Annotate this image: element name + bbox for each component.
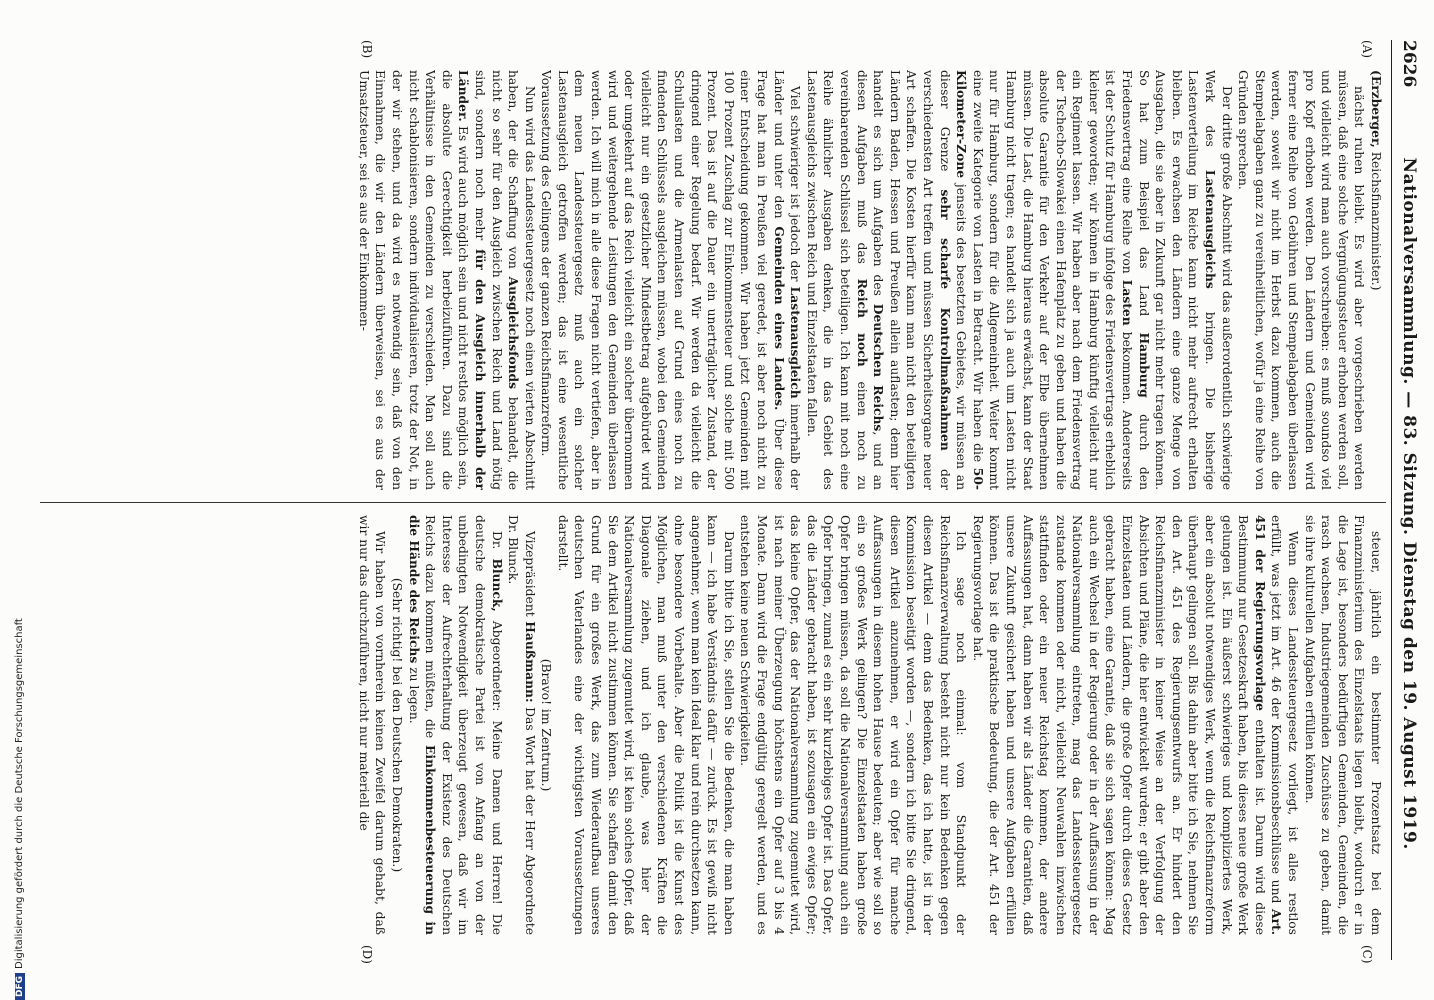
right-column-paragraph: Ich sage noch einmal: vom Standpunkt der Reichsfinanzverwaltung besteht nicht nur kein Bedenken gegen diesen Artikel — denn das Bedenken, das ich hatte, ist in der Kommission beseitigt worden —, sondern ich bitte Sie dringend, diesen Artikel anzunehmen, er wird ein Opfer für manche Auffassungen in diesem hohen Hause bedeuten; aber wie soll so ein so großes Werk gelingen? Die Einzelstaaten haben große Opfer bringen müssen, da soll die Nationalversammlung auch ein Opfer bringen, zumal es ein sehr kurzlebiges Opfer ist. Das Opfer, das die Länder gebracht haben, ist sozusagen ein ewiges Opfer; das kleine Opfer, das der Nationalversammlung zugemutet wird, ist nach meiner Überzeugung höchstens ein Opfer auf 3 bis 4 Monate. Dann wird die Frage endgültig geregelt werden, und es entstehen keine neuen Schwierigkeiten. xyxy=(738,515,969,935)
credit-strip xyxy=(0,0,25,1000)
right-column-paragraph: (Sehr richtig! bei den Deutschen Demokraten.) xyxy=(389,577,404,873)
column-divider xyxy=(40,502,1386,503)
dfg-logo: DFG xyxy=(15,973,25,1000)
right-column-paragraph: steuer, jährlich ein bestimmter Prozentsatz bei dem Finanzministerium des Einzelstaats liegen bleibt, wodurch er in die Lage ist, besonders bedürftigen Gemeinden, Gemeinden, die rasch wachsen, Industriegemeinden Zuschüsse zu geben, damit sie ihre kulturellen Aufgaben erfüllen können. xyxy=(1302,515,1383,935)
digitization-credit: Digitalisierung gefördert durch die Deutsche Forschungsgemeinschaft xyxy=(14,618,25,969)
page-title: Nationalversammlung. — 83. Sitzung. Dienstag den 19. August 1919. xyxy=(1399,157,1419,850)
margin-marker-c: (C) xyxy=(1360,945,1374,964)
page-number: 2626 xyxy=(1399,40,1419,88)
right-column-paragraph: (Bravo! im Zentrum.) xyxy=(539,658,554,792)
left-column-paragraph: nächst ruhen bleibt. Es wird aber vorgeschrieben werden müssen, daß eine solche Vergnügungssteuer erhoben werden soll, und vielleicht wird man auch vorschreiben: es muß soundso viel pro Kopf erhoben werden. Den Ländern und Gemeinden wird ferner eine Reihe von Gebühren und Stempelabgaben überlassen werden, soweit wir nicht im Herbst dazu kommen, auch die Stempelabgaben ganz zu vereinheitlichen, wofür ja eine Reihe von Gründen sprechen. xyxy=(1236,70,1367,490)
margin-marker-a: (A) xyxy=(1360,40,1374,59)
left-text-column xyxy=(40,70,1384,490)
left-column-paragraph: Der dritte große Abschnitt wird das außerordentlich schwierige Werk des Lastenausgleichs bringen. Die bisherige Lastenverteilung im Reiche kann nicht mehr aufrecht erhalten bleiben. Es erwachsen den Ländern eine ganze Menge von Ausgaben, die sie aber in Zukunft gar nicht mehr tragen können. So hat zum Beispiel das Land Hamburg durch den Friedensvertrag eine Reihe von Lasten bekommen. Andererseits ist der Schutz für Hamburg infolge des Friedensvertrags erheblich kleiner geworden; wir können in Hamburg künftig vielleicht nur ein Regiment lassen. Wir haben aber nach dem Friedensvertrag der Tschecho-Slowakei einen Hafenplatz zu geben und haben die absolute Garantie für den Verkehr auf der Elbe übernehmen müssen. Die Last, die Hamburg hieraus erwächst, kann der Staat Hamburg nicht tragen; es handelt sich ja auch um Lasten nicht nur für Hamburg, sondern für die Allgemeinheit. Weiter kommt eine zweite Kategorie von Lasten in Betracht. Wir haben die 50-Kilometer-Zone jenseits des besetzten Gebietes, wir müssen an dieser Grenze sehr scharfe Kontrollmaßnahmen der verschiedensten Art treffen und müssen Sicherheitsorgane neuer Art schaffen. Die Kosten hierfür kann man nicht den beteiligten Ländern Baden, Hessen und Preußen allein auflasten; denn hier handelt es sich um Aufgaben des Deutschen Reichs, und an diesen Aufgaben muß das Reich noch einen noch zu vereinbarenden Schlüssel sich beteiligen. Ich kann mit noch eine Reihe ähnlicher Ausgaben denken, die in das Gebiet des Lastenausgleichs zwischen Reich und Einzelstaaten fallen. xyxy=(804,70,1234,490)
right-column-paragraph: Wenn dieses Landessteuergesetz vorliegt, ist alles restlos erfüllt, was jetzt im Art. 46 der Kommissionsbeschlüsse und Art. 451 der Regierungsvorlage enthalten ist. Darum wird diese Bestimmung nur Gesetzeskraft haben, bis dieses neue große Werk gelungen ist. Ein äußerst schwieriges und kompliziertes Werk, aber ein absolut notwendiges Werk, wenn die Reichsfinanzreform überhaupt gelingen soll. Bis dahin aber bitte ich Sie, nehmen Sie den Art. 451 des Regierungsentwurfs an. Er hindert den Reichsfinanzminister in keiner Weise an der Verfolgung der Absichten und Pläne, die hier entwickelt wurden; er gibt aber den Einzelstaaten und Ländern, die große Opfer durch dieses Gesetz gebracht haben, eine Garantie, daß sie sich sagen können: Mag auch ein Wechsel in der Regierung oder in der Auffassung in der Nationalversammlung eintreten, mag das Landessteuergesetz zustande kommen oder nicht, vielleicht Neuwahlen inzwischen stattfinden oder ein neuer Reichstag kommen, der andere Auffassungen hat, dann haben wir als Länder die Garantien, daß unsere Zukunft gesichert haben und unsere Aufgaben erfüllen können. Das ist die praktische Bedeutung, die der Art. 451 der Regierungsvorlage hat. xyxy=(970,515,1301,935)
right-column-paragraph: Wir haben von vornherein keinen Zweifel darum gehabt, daß wir nur das durchzuführen, nicht nur materiell die xyxy=(356,515,388,935)
right-column-paragraph: Vizepräsident Haußmann: Das Wort hat der Herr Abgeordnete Dr. Blunck. xyxy=(506,515,538,935)
left-column-paragraph: Nun wird das Landessteuergesetz noch einen vierten Abschnitt haben, der die Schaffung von Ausgleichsfonds behandelt, die nicht so sehr für den Ausgleich zwischen Reich und Land nötig sind, sondern noch mehr für den Ausgleich innerhalb der Länder. Es wird auch möglich sein und nicht restlos möglich sein, die absolute Gerechtigkeit herbeizuführen. Dazu sind die Verhältnisse in den Gemeinden zu verschieden. Man soll auch nicht schablonisieren, sondern individualisieren, trotz der Not, in der wir stehen, und da wird es notwendig sein, daß von den Einnahmen, die wir den Ländern überweisen, sei es aus der Umsatzsteuer, sei es aus der Einkommen- xyxy=(356,70,537,490)
page-header xyxy=(1391,40,1426,960)
right-column-paragraph: Dr. Blunck, Abgeordneter: Meine Damen und Herren! Die deutsche demokratische Partei ist von Anfang an von der unbedingten Notwendigkeit überzeugt gewesen, daß wir im Interesse der Aufrechterhaltung der Existenz des Deutschen Reichs dazu kommen müßten, die Einkommenbesteuerung in die Hände des Reichs zu legen. xyxy=(406,515,505,935)
left-column-paragraph: Viel schwieriger ist jedoch der Lastenausgleich innerhalb der Länder und unter den Gemeinden eines Landes. Über diese Frage hat man in Preußen viel geredet, ist aber noch nicht zu einer Entscheidung gekommen. Wir haben jetzt Gemeinden mit 100 Prozent Zuschlag zur Einkommensteuer und solche mit 500 Prozent. Das ist auf die Dauer ein unerträglicher Zustand, der dringend einer Regelung bedarf. Wir werden da vielleicht die Schullasten und die Armenlasten auf Grund eines noch zu findenden Schlüssels ausgleichen müssen, wobei den Gemeinden vielleicht nur ein gesetzlicher Mindestbetrag aufgebürdet wird oder umgekehrt auf das Reich vielleicht ein solcher übernommen wird und weitergehende Leistungen den Gemeinden überlassen werden. Ich will mich in alle diese Fragen nicht vertiefen, aber in dem neuen Landessteuergesetz muß auch ein solcher Lastenausgleich getroffen werden; das ist eine wesentliche Voraussetzung des Gelingens der ganzen Reichsfinanzreform. xyxy=(539,70,804,490)
margin-marker-b: (B) xyxy=(360,40,374,59)
margin-marker-d: (D) xyxy=(360,945,374,964)
right-column-paragraph: Darum bitte ich Sie, stellen Sie die Bedenken, die man haben kann — ich habe Verständnis dafür — zurück. Es ist gewiß nicht angenehmer, wenn man kein Ideal klar und rein durchsetzen kann, ohne besondere Vorbehalte. Aber die Politik ist die Kunst des Möglichen, man muß unter den verschiedenen Kräften die Diagonale ziehen, und ich glaube, was hier der Nationalversammlung zugemutet wird, ist kein solches Opfer, daß Sie dem Artikel nicht zustimmen können. Sie schaffen damit den Grund für ein großes Werk, das zum Wiederaufbau unseres deutschen Vaterlandes eine der wichtigsten Voraussetzungen darstellt. xyxy=(555,515,736,935)
right-text-column xyxy=(40,515,1384,935)
left-column-paragraph: (Erzberger, Reichsfinanzminister.) xyxy=(1369,70,1384,291)
